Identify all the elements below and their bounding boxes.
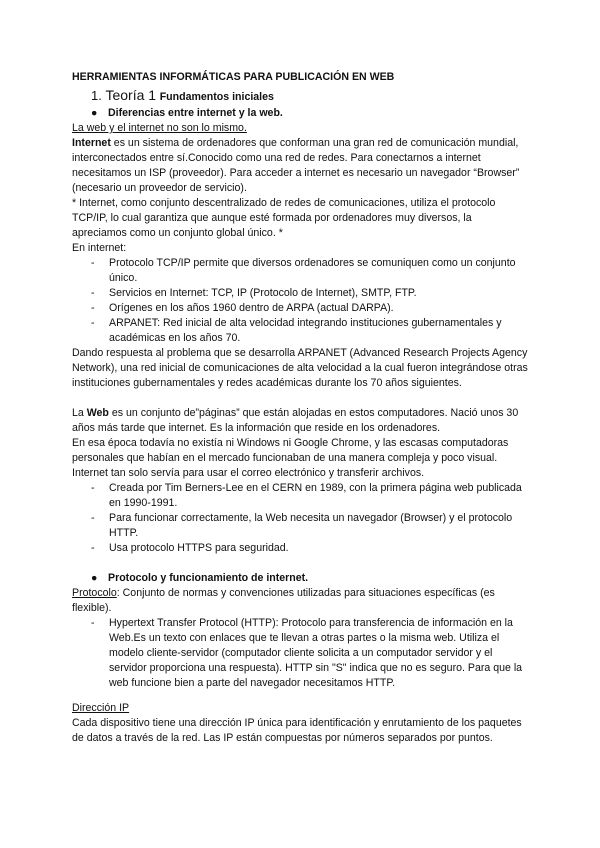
section-heading-differences (91, 106, 528, 121)
web-definition-text: es un conjunto de”páginas” que están alojadas en estos computadores. Nació unos 30 años más tarde que internet. Es la información que reside en los ordenadores. (72, 407, 519, 434)
bullet-icon: ● (91, 107, 98, 119)
heading-subtitle: Fundamentos iniciales (159, 91, 274, 103)
protocol-list (72, 616, 528, 691)
internet-list (72, 256, 528, 346)
list-item: - Creada por Tim Berners-Lee en el CERN en 1989, con la primera página web publicada en 1990-1991. (72, 481, 528, 511)
list-item: - Protocolo TCP/IP permite que diversos ordenadores se comuniquen como un conjunto único. (72, 256, 528, 286)
list-item: - Para funcionar correctamente, la Web necesita un navegador (Browser) y el protocolo HTTP. (72, 511, 528, 541)
web-list (72, 481, 528, 556)
protocol-definition (72, 586, 528, 616)
web-prefix: La (72, 407, 87, 419)
list-item: - Orígenes en los años 1960 dentro de ARPA (actual DARPA). (72, 301, 528, 316)
theory-heading (91, 87, 528, 106)
list-item: - Hypertext Transfer Protocol (HTTP): Protocolo para transferencia de información en la Web.Es un texto con enlaces que te llevan a otras partes o la misma web. Utiliza el modelo cliente-servidor (computador cliente solicita a un computador servidor y el servidor proporciona una respuesta). HTTP sin "S" indica que no es seguro. Para que la web funcione bien a parte del navegador necesitamos HTTP. (72, 616, 528, 691)
ip-heading: Dirección IP (72, 702, 130, 714)
internet-definition-text: es un sistema de ordenadores que conforman una gran red de comunicación mundial, interconectados entre sí.Conocido como una red de redes. Para conectarnos a internet necesitamos un ISP (proveedor). Para acceder a internet es necesario un navegador “Browser” (necesario un proveedor de servicio). (72, 137, 520, 194)
document-title: HERRAMIENTAS INFORMÁTICAS PARA PUBLICACIÓN EN WEB (72, 71, 395, 83)
era-paragraph: En esa época todavía no existía ni Windows ni Google Chrome, y las escasas computadoras personales que habían en el mercado funcionaban de una manera compleja y poco visual. Internet tan solo servía para usar el correo electrónico y transferir archivos. (72, 437, 509, 479)
internet-definition (72, 136, 528, 196)
internet-term: Internet (72, 137, 111, 149)
section-heading-protocol (91, 571, 528, 586)
in-internet-label: En internet: (72, 242, 127, 254)
list-item: - Servicios en Internet: TCP, IP (Protocolo de Internet), SMTP, FTP. (72, 286, 528, 301)
web-definition (72, 406, 528, 436)
underlined-statement: La web y el internet no son lo mismo. (72, 122, 247, 134)
document-page (72, 70, 528, 746)
bullet-icon: ● (91, 572, 98, 584)
list-item: - Usa protocolo HTTPS para seguridad. (72, 541, 528, 556)
arpanet-paragraph: Dando respuesta al problema que se desarrolla ARPANET (Advanced Research Projects Agency Network), una red inicial de comunicaciones de alta velocidad a la cual fueron integrándose otras instituciones gubernamentales y redes académicas durante los 70 años siguientes. (72, 347, 528, 389)
protocol-term: Protocolo (72, 587, 117, 599)
list-item: - ARPANET: Red inicial de alta velocidad integrando instituciones gubernamentales y académicas en los años 70. (72, 316, 528, 346)
ip-paragraph: Cada dispositivo tiene una dirección IP única para identificación y enrutamiento de los paquetes de datos a través de la red. Las IP están compuestas por números separados por puntos. (72, 717, 522, 744)
section-heading-text: Protocolo y funcionamiento de internet. (108, 572, 309, 584)
section-heading-text: Diferencias entre internet y la web. (108, 107, 283, 119)
protocol-definition-text: : Conjunto de normas y convenciones utilizadas para situaciones específicas (es flexible). (72, 587, 495, 614)
web-term: Web (86, 407, 109, 419)
internet-note: * Internet, como conjunto descentralizado de redes de comunicaciones, utiliza el protocolo TCP/IP, lo cual garantiza que aunque esté formada por ordenadores muy diversos, la apreciamos como un conjunto global único. * (72, 197, 496, 239)
heading-number: 1. (91, 88, 102, 103)
heading-label: Teoría 1 (105, 87, 157, 103)
